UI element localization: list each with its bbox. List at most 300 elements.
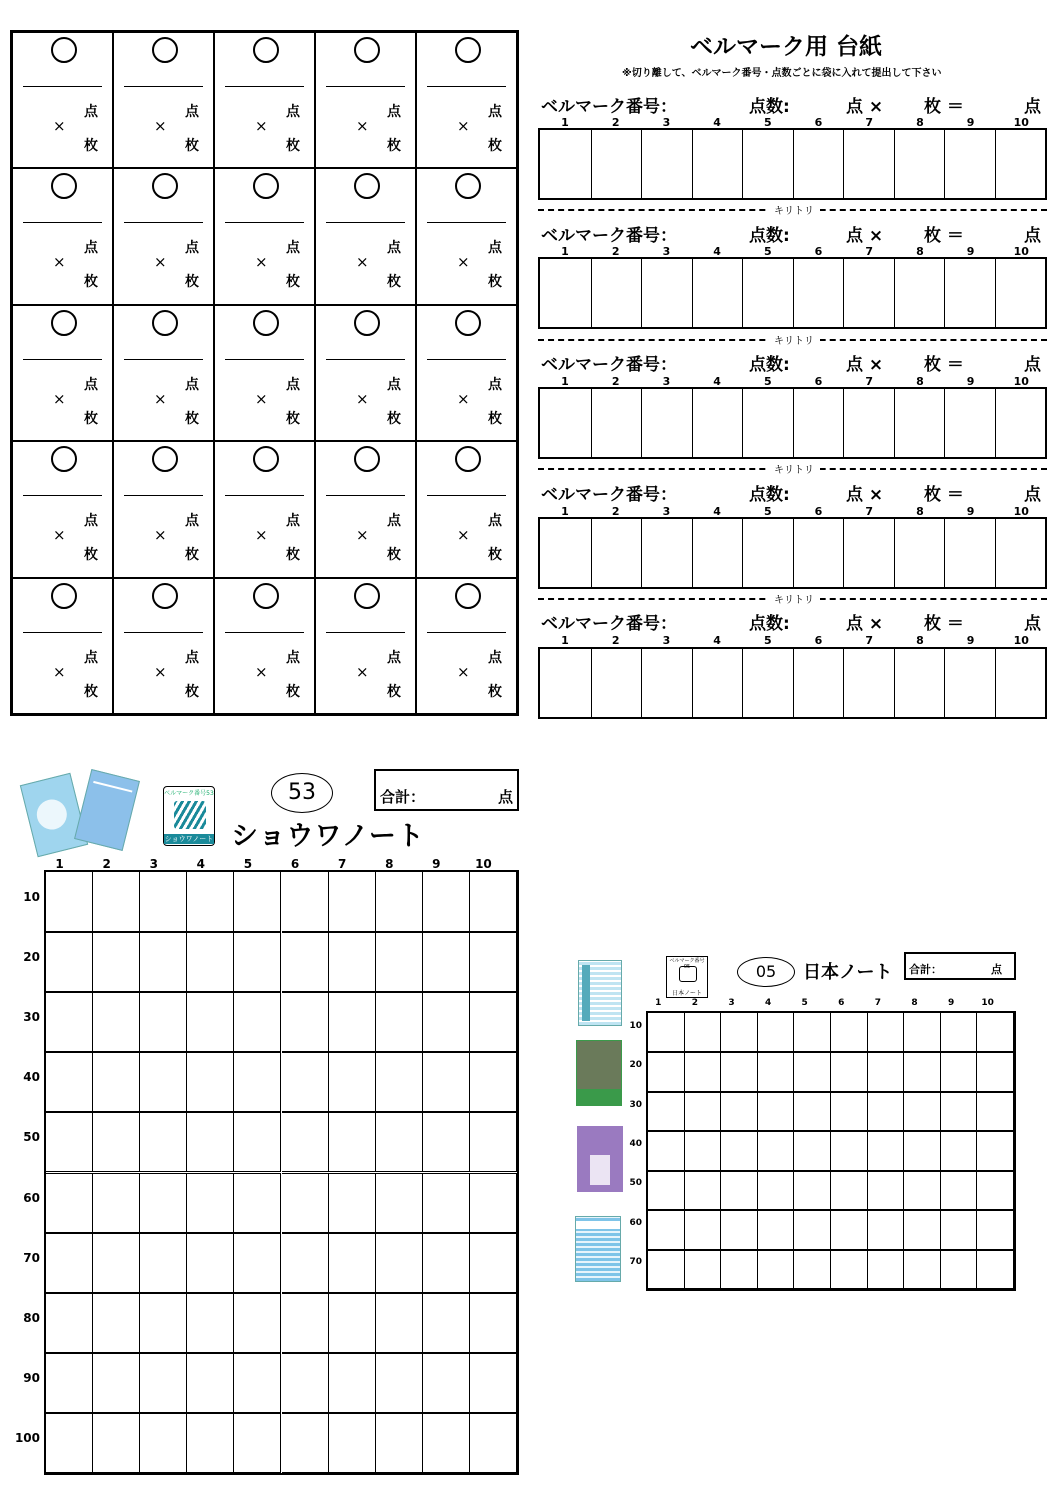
bellmark-entry-cell: [12, 168, 113, 304]
strip-box-divider: [843, 519, 844, 587]
nihon-name: 日本ノート: [803, 962, 893, 983]
nihon-grid-cell: [685, 1250, 722, 1289]
strip-number-label: ベルマーク番号：: [541, 226, 677, 246]
showa-grid-cell: [329, 1233, 376, 1293]
ten-label: 点: [286, 649, 300, 666]
showa-grid-cell: [376, 1173, 423, 1233]
nihon-grid-cell: [648, 1052, 685, 1091]
bellmark-entry-cell: [12, 578, 113, 714]
strip-box-divider: [591, 389, 592, 457]
strip-box-divider: [742, 519, 743, 587]
nihon-grid-cell: [977, 1052, 1014, 1091]
strip-box-divider: [995, 130, 996, 198]
strip-ten-end: 点: [1024, 226, 1041, 246]
showa-grid-cell: [234, 1293, 281, 1353]
nihon-grid-cell: [794, 1013, 831, 1052]
nihon-total-unit: 点: [991, 963, 1002, 976]
nihon-row-number: 50: [629, 1178, 642, 1189]
showa-row-number: 100: [14, 1430, 40, 1445]
nihon-grid-cell: [758, 1052, 795, 1091]
showa-grid-cell: [423, 1413, 470, 1473]
strip-box-divider: [793, 389, 794, 457]
strip-box-divider: [793, 649, 794, 717]
nihon-grid-cell: [758, 1092, 795, 1131]
bellmark-entry-cell: [113, 168, 214, 304]
showa-number-oval: 53: [271, 773, 333, 813]
bellmark-entry-cell: [416, 441, 517, 577]
nihon-grid-cell: [868, 1171, 905, 1210]
strip-ten-times: 点 ×: [846, 485, 884, 505]
nihon-row-number: 30: [629, 1099, 642, 1110]
showa-grid-cell: [282, 1293, 329, 1353]
showa-total-unit: 点: [497, 788, 513, 806]
strip-column-number: 7: [865, 505, 874, 518]
strip-box-divider: [793, 130, 794, 198]
strip-box-divider: [894, 130, 895, 198]
nihon-column-number: 5: [801, 998, 808, 1008]
ten-label: 点: [286, 376, 300, 393]
bell-icon: [679, 966, 697, 982]
strip-box-divider: [995, 519, 996, 587]
nihon-grid-cell: [721, 1250, 758, 1289]
showa-grid-cell: [329, 1112, 376, 1172]
strip-box-divider: [692, 389, 693, 457]
strip-column-numbers: [540, 375, 1047, 387]
nihon-grid-cell: [904, 1013, 941, 1052]
showa-notebook-image-2: [74, 769, 140, 851]
strip-box-divider: [793, 519, 794, 587]
strip-ten-end: 点: [1024, 355, 1041, 375]
showa-grid-cell: [187, 1413, 234, 1473]
strip-mai-equals: 枚 ＝: [924, 614, 964, 634]
number-circle: [354, 583, 380, 609]
strip-ten-times: 点 ×: [846, 614, 884, 634]
strip-column-number: 3: [662, 505, 671, 518]
strip-points-label: 点数:: [749, 614, 790, 634]
strip-box-divider: [843, 649, 844, 717]
times-sign: ×: [356, 117, 369, 135]
nihon-grid-cell: [648, 1092, 685, 1131]
showa-grid-cell: [140, 1173, 187, 1233]
mai-label: 枚: [488, 410, 502, 427]
strip-box-divider: [591, 259, 592, 327]
bellmark-entry-cell: [12, 305, 113, 441]
nihon-grid-cell: [794, 1171, 831, 1210]
nihon-grid: [646, 1011, 1016, 1291]
points-line: [326, 632, 405, 633]
nihon-grid-cell: [904, 1210, 941, 1249]
strip-box-divider: [944, 389, 945, 457]
instruction-note: ※切り離して、ベルマーク番号・点数ごとに袋に入れて提出して下さい: [622, 68, 942, 79]
nihon-grid-cell: [941, 1250, 978, 1289]
cut-line: [538, 463, 1047, 475]
showa-column-number: 4: [196, 857, 206, 871]
showa-grid-cell: [423, 992, 470, 1052]
nihon-grid-cell: [685, 1052, 722, 1091]
times-sign: ×: [53, 662, 66, 681]
nihon-grid-cell: [648, 1210, 685, 1249]
strip-column-number: 5: [763, 245, 772, 258]
cut-line: [538, 334, 1047, 346]
mai-label: 枚: [387, 683, 401, 700]
nihon-grid-cell: [685, 1210, 722, 1249]
ten-label: 点: [488, 376, 502, 393]
strip-mai-equals: 枚 ＝: [924, 226, 964, 246]
nihon-grid-cell: [977, 1013, 1014, 1052]
showa-grid-cell: [234, 1353, 281, 1413]
nihon-grid-cell: [831, 1250, 868, 1289]
strip-column-number: 5: [763, 634, 772, 647]
showa-grid-cell: [329, 992, 376, 1052]
ten-label: 点: [185, 104, 199, 120]
mai-label: 枚: [185, 274, 199, 291]
times-sign: ×: [457, 253, 470, 272]
mai-label: 枚: [185, 683, 199, 700]
points-line: [225, 359, 304, 360]
strip-column-numbers: [540, 634, 1047, 646]
strip-points-label: 点数:: [749, 97, 790, 117]
strip-column-number: 1: [561, 634, 569, 647]
showa-row-number: 90: [23, 1370, 40, 1385]
points-line: [225, 495, 304, 496]
showa-grid-cell: [234, 1112, 281, 1172]
strip-column-number: 10: [1013, 116, 1029, 129]
strip-box-divider: [843, 259, 844, 327]
strip-column-number: 8: [916, 505, 924, 518]
bellmark-entry-cell: [315, 578, 416, 714]
showa-row-number: 50: [23, 1130, 40, 1145]
showa-grid-cell: [93, 872, 140, 932]
nihon-grid-cell: [941, 1131, 978, 1170]
nihon-grid-cell: [758, 1250, 795, 1289]
nihon-grid-cell: [721, 1013, 758, 1052]
ten-label: 点: [84, 104, 98, 120]
showa-column-number: 9: [432, 857, 441, 871]
showa-grid-cell: [234, 1052, 281, 1112]
showa-grid-cell: [423, 1233, 470, 1293]
nihon-notebook-image-1: [578, 960, 622, 1026]
showa-column-number: 5: [243, 857, 253, 871]
strip-column-numbers: [540, 505, 1047, 517]
number-circle: [152, 446, 178, 472]
strip-box-divider: [944, 649, 945, 717]
strip-column-number: 7: [865, 116, 874, 129]
mai-label: 枚: [488, 138, 502, 154]
bellmark-entry-cell: [416, 578, 517, 714]
strip-column-number: 9: [966, 375, 975, 388]
showa-grid-cell: [423, 872, 470, 932]
strip-points-label: 点数:: [749, 355, 790, 375]
strip-number-label: ベルマーク番号：: [541, 97, 677, 117]
strip-column-number: 6: [814, 116, 823, 129]
strip-column-number: 4: [713, 634, 721, 647]
showa-grid-cell: [234, 1413, 281, 1473]
cut-line: [538, 204, 1047, 216]
strip-boxes: [538, 387, 1047, 459]
mai-label: 枚: [84, 547, 98, 564]
number-circle: [253, 37, 279, 63]
mai-label: 枚: [387, 547, 401, 564]
bellmark-entry-cell: [315, 441, 416, 577]
nihon-grid-cell: [831, 1013, 868, 1052]
nihon-grid-cell: [648, 1171, 685, 1210]
times-sign: ×: [356, 389, 369, 408]
showa-grid-cell: [140, 1413, 187, 1473]
nihon-grid-cell: [941, 1171, 978, 1210]
showa-grid-cell: [187, 872, 234, 932]
strip-boxes: [538, 257, 1047, 329]
number-circle: [152, 37, 178, 63]
showa-grid-cell: [423, 1293, 470, 1353]
nihon-grid-cell: [868, 1250, 905, 1289]
number-circle: [51, 310, 77, 336]
nihon-grid-cell: [977, 1131, 1014, 1170]
strip-column-number: 9: [966, 505, 975, 518]
nihon-notebook-image-2: [576, 1040, 622, 1106]
number-circle: [455, 173, 481, 199]
points-line: [427, 359, 506, 360]
strip-box-divider: [692, 519, 693, 587]
showa-grid-cell: [470, 872, 517, 932]
bellmark-entry-cell: [214, 32, 315, 168]
mai-label: 枚: [488, 683, 502, 700]
points-line: [225, 222, 304, 223]
times-sign: ×: [255, 253, 268, 272]
points-line: [225, 86, 304, 87]
nihon-grid-cell: [758, 1131, 795, 1170]
showa-row-number: 20: [23, 950, 40, 965]
showa-grid-cell: [282, 932, 329, 992]
showa-grid-cell: [423, 1353, 470, 1413]
times-sign: ×: [255, 117, 268, 135]
strip-box-divider: [591, 130, 592, 198]
strip-mai-equals: 枚 ＝: [924, 97, 964, 117]
strip-column-number: 6: [814, 245, 823, 258]
ten-label: 点: [84, 376, 98, 393]
strip-boxes: [538, 517, 1047, 589]
times-sign: ×: [457, 389, 470, 408]
bellmark-entry-cell: [214, 168, 315, 304]
nihon-grid-cell: [868, 1131, 905, 1170]
ten-label: 点: [185, 513, 199, 530]
nihon-row-number: 70: [629, 1257, 642, 1268]
strip-column-number: 6: [814, 634, 823, 647]
strip-box-divider: [944, 519, 945, 587]
showa-grid-cell: [234, 1233, 281, 1293]
strip-box-divider: [641, 649, 642, 717]
showa-grid-cell: [423, 1173, 470, 1233]
strip-column-number: 10: [1013, 245, 1029, 258]
strip-header: [541, 92, 1046, 117]
bell-icon: [174, 801, 206, 829]
page-title: ベルマーク用 台紙: [690, 34, 883, 60]
showa-grid-cell: [282, 1052, 329, 1112]
showa-grid-cell: [282, 992, 329, 1052]
showa-row-number: 80: [23, 1310, 40, 1325]
nihon-column-number: 10: [981, 998, 994, 1008]
nihon-column-number: 6: [838, 998, 845, 1008]
showa-column-number: 3: [149, 857, 158, 871]
strip-box-divider: [894, 649, 895, 717]
nihon-grid-cell: [904, 1171, 941, 1210]
number-circle: [51, 446, 77, 472]
nihon-grid-cell: [831, 1052, 868, 1091]
strip-column-number: 10: [1013, 505, 1029, 518]
nihon-number-oval: 05: [737, 957, 795, 987]
bellmark-entry-cell: [113, 32, 214, 168]
showa-grid-cell: [470, 1052, 517, 1112]
points-line: [124, 495, 203, 496]
showa-notebook-image-1: [20, 773, 88, 857]
strip-box-divider: [641, 519, 642, 587]
ten-label: 点: [488, 513, 502, 530]
ten-label: 点: [387, 104, 401, 120]
ten-label: 点: [185, 376, 199, 393]
ten-label: 点: [84, 240, 98, 257]
showa-grid-cell: [46, 1052, 93, 1112]
strip-column-number: 2: [611, 634, 620, 647]
ten-label: 点: [387, 376, 401, 393]
strip-column-number: 8: [916, 116, 924, 129]
nihon-total-label: 合計：: [909, 963, 942, 976]
showa-grid-cell: [234, 932, 281, 992]
ten-label: 点: [185, 240, 199, 257]
times-sign: ×: [457, 662, 470, 681]
mai-label: 枚: [387, 138, 401, 154]
strip-column-number: 4: [713, 375, 721, 388]
ten-label: 点: [286, 240, 300, 257]
times-sign: ×: [457, 526, 470, 545]
showa-column-number: 1: [55, 857, 64, 871]
ten-label: 点: [84, 649, 98, 666]
strip-column-number: 2: [611, 245, 620, 258]
showa-grid-cell: [376, 932, 423, 992]
strip-box-divider: [591, 649, 592, 717]
ten-label: 点: [387, 240, 401, 257]
showa-grid-cell: [470, 1173, 517, 1233]
strip-column-number: 8: [916, 245, 924, 258]
showa-grid-cell: [282, 1112, 329, 1172]
number-circle: [253, 310, 279, 336]
bellmark-entry-cell: [214, 441, 315, 577]
showa-grid-cell: [187, 1353, 234, 1413]
showa-grid-cell: [46, 872, 93, 932]
showa-grid-cell: [282, 1353, 329, 1413]
number-circle: [455, 446, 481, 472]
bellmark-entry-cell: [416, 168, 517, 304]
strip-ten-end: 点: [1024, 97, 1041, 117]
times-sign: ×: [356, 662, 369, 681]
showa-grid-cell: [329, 932, 376, 992]
number-circle: [455, 37, 481, 63]
nihon-total-box: [904, 952, 1016, 980]
cut-label: キリトリ: [768, 461, 820, 476]
showa-grid-cell: [140, 1233, 187, 1293]
showa-grid-cell: [282, 872, 329, 932]
showa-grid-cell: [470, 992, 517, 1052]
nihon-grid-cell: [758, 1210, 795, 1249]
strip-column-number: 4: [713, 116, 721, 129]
strip-column-number: 4: [713, 245, 721, 258]
mai-label: 枚: [185, 138, 199, 154]
nihon-grid-cell: [721, 1052, 758, 1091]
showa-row-number: 10: [23, 890, 40, 905]
nihon-grid-cell: [977, 1210, 1014, 1249]
strip-column-number: 4: [713, 505, 721, 518]
strip-column-numbers: [540, 116, 1047, 128]
showa-name: ショウワノート: [231, 821, 425, 852]
bellmark-entry-cell: [315, 168, 416, 304]
showa-grid-cell: [329, 1173, 376, 1233]
times-sign: ×: [255, 389, 268, 408]
nihon-column-number: 4: [764, 998, 772, 1008]
ten-label: 点: [488, 240, 502, 257]
points-line: [124, 222, 203, 223]
number-circle: [51, 583, 77, 609]
mai-label: 枚: [286, 410, 300, 427]
showa-column-number: 7: [337, 857, 347, 871]
bellmark-entry-cell: [214, 305, 315, 441]
bellmark-entry-cell: [315, 305, 416, 441]
number-circle: [354, 310, 380, 336]
showa-grid-cell: [140, 1293, 187, 1353]
nihon-grid-cell: [685, 1092, 722, 1131]
times-sign: ×: [356, 253, 369, 272]
showa-row-number: 40: [23, 1070, 40, 1085]
nihon-grid-cell: [868, 1013, 905, 1052]
strip-box-divider: [641, 389, 642, 457]
showa-grid-cell: [140, 932, 187, 992]
nihon-grid-cell: [721, 1131, 758, 1170]
nihon-grid-cell: [685, 1013, 722, 1052]
nihon-grid-cell: [904, 1052, 941, 1091]
strip-column-number: 7: [865, 375, 874, 388]
showa-logo-title: ベルマーク番号53: [164, 790, 214, 797]
nihon-grid-cell: [721, 1171, 758, 1210]
strip-column-number: 10: [1013, 375, 1029, 388]
nihon-row-number: 20: [629, 1060, 642, 1071]
nihon-grid-cell: [648, 1250, 685, 1289]
showa-grid-cell: [140, 872, 187, 932]
mai-label: 枚: [286, 683, 300, 700]
times-sign: ×: [255, 526, 268, 545]
strip-column-number: 3: [662, 634, 671, 647]
showa-grid-cell: [46, 992, 93, 1052]
showa-grid-cell: [93, 1293, 140, 1353]
showa-grid-cell: [187, 1293, 234, 1353]
strip-column-number: 7: [865, 245, 874, 258]
nihon-grid-cell: [794, 1210, 831, 1249]
bellmark-entry-cell: [416, 32, 517, 168]
times-sign: ×: [255, 662, 268, 681]
strip-points-label: 点数:: [749, 485, 790, 505]
bellmark-entry-cell: [315, 32, 416, 168]
mai-label: 枚: [286, 138, 300, 154]
points-line: [326, 359, 405, 360]
points-line: [326, 222, 405, 223]
showa-column-number: 8: [385, 857, 394, 871]
strip-box-divider: [742, 389, 743, 457]
number-circle: [51, 37, 77, 63]
showa-grid-cell: [470, 1112, 517, 1172]
number-circle: [354, 446, 380, 472]
times-sign: ×: [53, 389, 66, 408]
nihon-grid-cell: [941, 1210, 978, 1249]
number-circle: [354, 173, 380, 199]
showa-grid-cell: [470, 1413, 517, 1473]
points-line: [427, 495, 506, 496]
points-line: [427, 632, 506, 633]
